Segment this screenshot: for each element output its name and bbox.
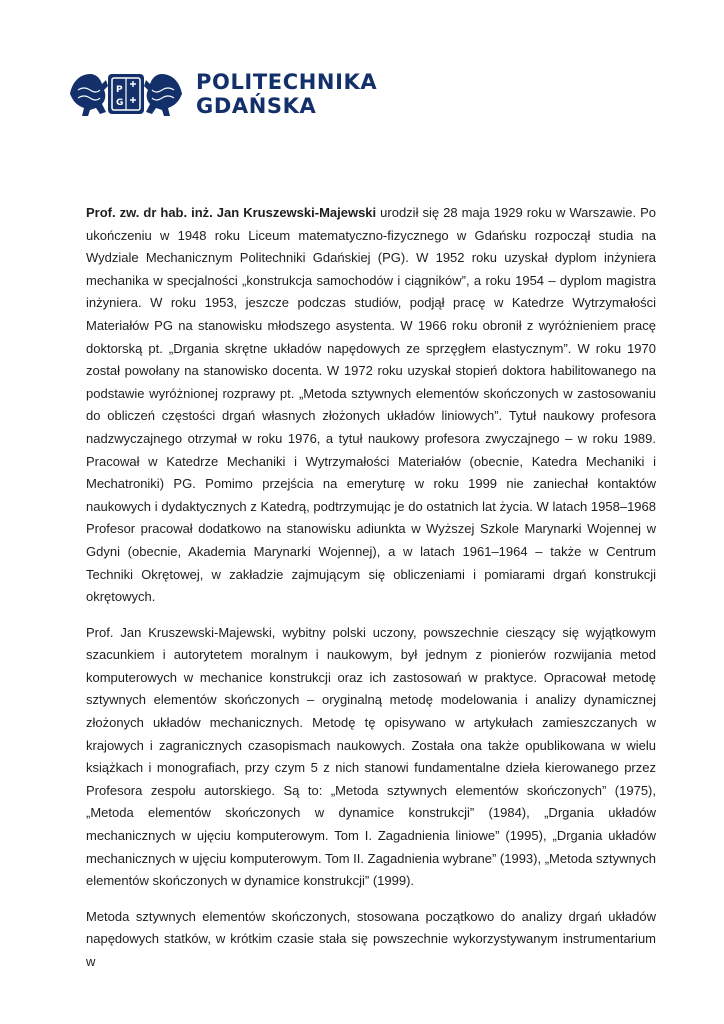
university-name — [196, 70, 377, 118]
paragraph-text: urodził się 28 maja 1929 roku w Warszawie. Po ukończeniu w 1948 roku Liceum matematyczno-fizycznego w Gdańsku rozpoczął studia na Wydziale Mechanicznym Politechniki Gdańskiej (PG). W 1952 roku uzyskał dyplom inżyniera mechanika w specjalności „konstrukcja samochodów i ciągników”, a roku 1954 – dyplom magistra inżyniera. W roku 1953, jeszcze podczas studiów, podjął pracę w Katedrze Wytrzymałości Materiałów PG na stanowisku młodszego asystenta. W 1966 roku obronił z wyróżnieniem pracę doktorską pt. „Drgania skrętne układów napędowych ze sprzęgłem elastycznym”. W roku 1970 został powołany na stanowisko docenta. W 1972 roku uzyskał stopień doktora habilitowanego na podstawie wyróżnionej rozprawy pt. „Metoda sztywnych elementów skończonych w zastosowaniu do obliczeń częstości drgań własnych złożonych układów liniowych”. Tytuł naukowy profesora nadzwyczajnego otrzymał w roku 1976, a tytuł naukowy profesora zwyczajnego – w roku 1989. Pracował w Katedrze Mechaniki i Wytrzymałości Materiałów (obecnie, Katedra Mechaniki i Mechatroniki) PG. Pomimo przejścia na emeryturę w roku 1999 nie zaniechał kontaktów naukowych i dydaktycznych z Katedrą, podtrzymując je do ostatnich lat życia. W latach 1958–1968 Profesor pracował dodatkowo na stanowisku adiunkta w Wyższej Szkole Marynarki Wojennej w Gdyni (obecnie, Akademia Marynarki Wojennej), a w latach 1961–1964 – także w Centrum Techniki Okrętowej, w zakładzie zajmującym się obliczeniami i pomiarami drgań konstrukcji okrętowych. — [86, 205, 656, 605]
document-body — [86, 202, 656, 987]
paragraph-achievements — [86, 622, 656, 893]
svg-text:G: G — [116, 98, 124, 108]
politechnika-gdanska-emblem-icon — [66, 64, 186, 124]
paragraph-bold-lead: Prof. zw. dr hab. inż. Jan Kruszewski-Majewski — [86, 205, 377, 220]
paragraph-biography — [86, 202, 656, 609]
svg-text:P: P — [116, 85, 123, 95]
university-logo — [66, 64, 377, 124]
university-name-line2: GDAŃSKA — [196, 94, 317, 118]
paragraph-method — [86, 906, 656, 974]
paragraph-text: Prof. Jan Kruszewski-Majewski, wybitny polski uczony, powszechnie cieszący się wyjątkowym szacunkiem i autorytetem moralnym i naukowym, był jednym z pionierów rozwijania metod komputerowych w mechanice konstrukcji oraz ich zastosowań w praktyce. Opracował metodę sztywnych elementów skończonych – oryginalną metodę modelowania i analizy dynamicznej złożonych układów mechanicznych. Metodę tę opisywano w artykułach zamieszczanych w krajowych i zagranicznych czasopismach naukowych. Została ona także opublikowana w wielu książkach i monografiach, przy czym 5 z nich stanowi fundamentalne dzieła kierowanego przez Profesora zespołu autorskiego. Są to: „Metoda sztywnych elementów skończonych” (1975), „Metoda elementów skończonych w dynamice konstrukcji” (1984), „Drgania układów mechanicznych w ujęciu komputerowym. Tom I. Zagadnienia liniowe” (1995), „Drgania układów mechanicznych w ujęciu komputerowym. Tom II. Zagadnienia wybrane” (1993), „Metoda sztywnych elementów skończonych w dynamice konstrukcji” (1999). — [86, 624, 656, 889]
paragraph-text: Metoda sztywnych elementów skończonych, stosowana początkowo do analizy drgań układów napędowych statków, w krótkim czasie stała się powszechnie wykorzystywanym instrumentarium w — [86, 908, 656, 969]
university-name-line1: POLITECHNIKA — [196, 70, 378, 94]
